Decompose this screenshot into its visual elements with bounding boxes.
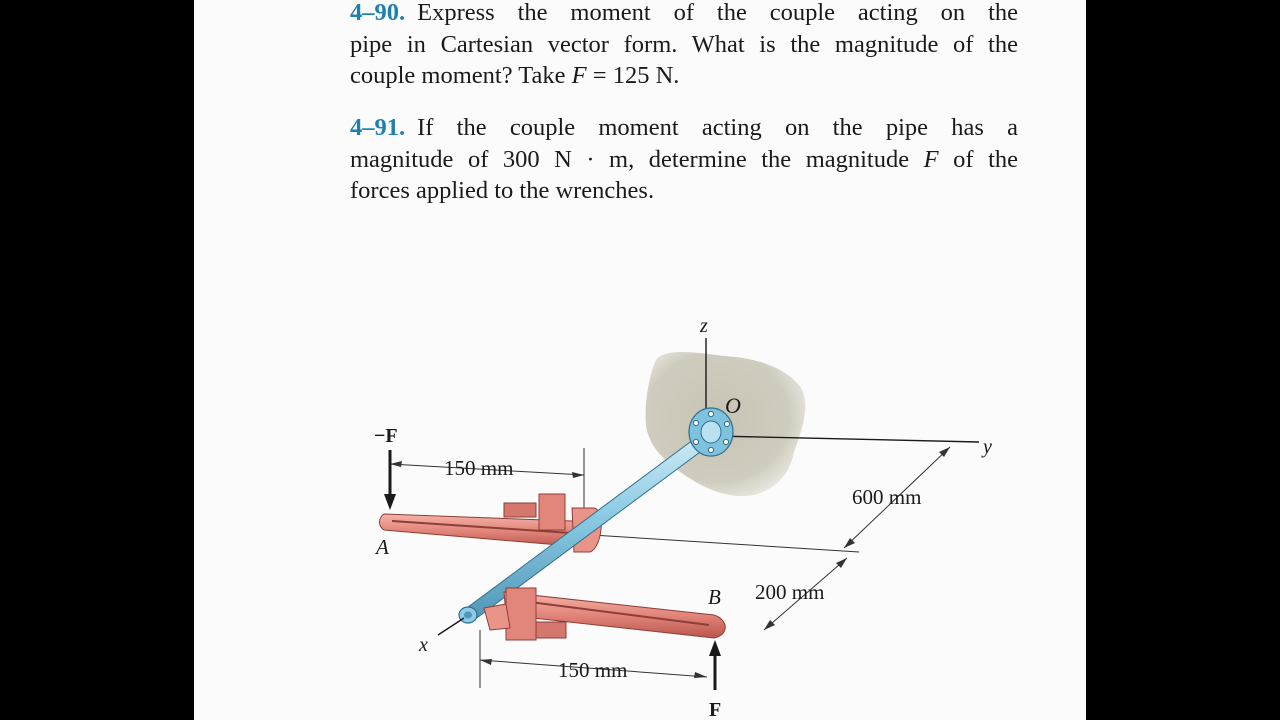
problem-text-line: magnitude of 300 N · m, determine the magnitude (350, 145, 910, 173)
pipe-wrench-figure (194, 0, 1086, 720)
problem-text-line: pipe in Cartesian vector form. What is the magnitude of the (350, 30, 1018, 58)
dim-arrowhead (390, 461, 402, 467)
label-x: x (419, 634, 428, 656)
label-b: B (708, 585, 721, 609)
wrench-b (484, 588, 725, 640)
dim-arrowhead (480, 659, 492, 665)
problem-text-line: forces applied to the wrenches. (350, 177, 655, 204)
label-force-bottom: F (709, 699, 722, 720)
problem-number: 4–91. (350, 114, 406, 141)
dim-arrowhead (572, 472, 584, 478)
problem-text-line: couple moment? Take (350, 62, 566, 89)
textbook-page (194, 0, 1086, 720)
problem-number: 4–90. (350, 0, 406, 26)
label-dim-150-bottom: 150 mm (558, 658, 628, 682)
label-z: z (700, 315, 708, 337)
problem-text-line: Express the moment of the couple acting on the (417, 0, 1018, 26)
force-arrow-f (709, 640, 721, 690)
label-a: A (376, 535, 389, 559)
dim-extension-600 (592, 535, 859, 552)
label-o: O (725, 393, 741, 418)
label-y: y (983, 436, 992, 458)
problem-text-line: of the (953, 145, 1019, 173)
force-arrow-minus-f (384, 450, 396, 510)
variable-f: F (571, 62, 587, 89)
label-dim-600: 600 mm (852, 485, 922, 509)
given-value: = 125 N. (592, 62, 680, 89)
dim-arrowhead (694, 672, 707, 678)
problem-text-line: If the couple moment acting on the pipe has a (417, 114, 1018, 141)
x-axis (438, 618, 464, 635)
label-dim-200: 200 mm (755, 580, 825, 604)
variable-f: F (923, 145, 939, 173)
label-force-top: −F (374, 425, 398, 447)
label-dim-150-top: 150 mm (444, 456, 514, 480)
